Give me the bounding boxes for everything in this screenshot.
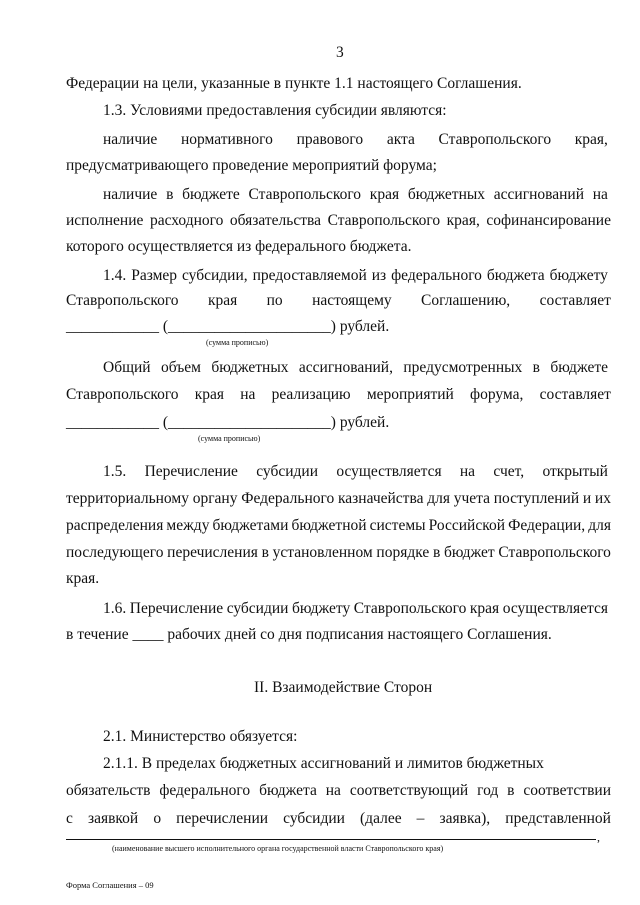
footnote-caption: (наименование высшего исполнительного органа государственной власти Ставропольского края) [112,844,444,853]
paragraph-line: наличие в бюджете Ставропольского края бюджетных ассигнований на [103,186,608,203]
paragraph-line: территориальному органу Федерального казначейства для учета поступлений и их [66,490,611,507]
paragraph-line: которого осуществляется из федерального бюджета. [66,238,412,255]
page-number: 3 [336,44,344,61]
paragraph-line: ____________ (_____________________) рублей. [66,414,390,431]
paragraph-line: края. [66,570,100,587]
caption-sum-in-words: (сумма прописью) [206,338,269,347]
paragraph-line: Федерации на цели, указанные в пункте 1.1 настоящего Соглашения. [66,75,522,92]
paragraph-line: последующего перечисления в установленном порядке в бюджет Ставропольского [66,544,611,561]
trailing-comma: , [597,830,600,844]
caption-sum-in-words: (сумма прописью) [198,434,261,443]
paragraph-line: с заявкой о перечислении субсидии (далее – заявка), представленной [66,810,611,827]
paragraph-line: 1.5. Перечисление субсидии осуществляется на счет, открытый [103,463,608,480]
paragraph-line: ____________ (_____________________) рублей. [66,318,390,335]
paragraph-line: 2.1.1. В пределах бюджетных ассигнований и лимитов бюджетных [103,755,544,772]
paragraph-line: распределения между бюджетами бюджетной системы Российской Федерации, для [66,517,611,534]
signature-rule [66,839,596,840]
paragraph-line: 1.4. Размер субсидии, предоставляемой из федерального бюджета бюджету [103,267,608,284]
paragraph-line: исполнение расходного обязательства Ставропольского края, софинансирование [66,212,611,229]
paragraph-line: 1.6. Перечисление субсидии бюджету Ставропольского края осуществляется [103,600,608,617]
paragraph-line: Ставропольского края на реализацию мероприятий форума, составляет [66,386,611,403]
paragraph-line: обязательств федерального бюджета на соответствующий год в соответствии [66,782,611,799]
paragraph-line: 2.1. Министерство обязуется: [103,728,298,745]
paragraph-line: в течение ____ рабочих дней со дня подписания настоящего Соглашения. [66,626,552,643]
paragraph-line: наличие нормативного правового акта Ставропольского края, [103,131,608,148]
form-footer: Форма Соглашения – 09 [66,880,154,890]
paragraph-line: 1.3. Условиями предоставления субсидии являются: [103,102,447,119]
paragraph-line: II. Взаимодействие Сторон [254,679,433,696]
paragraph-line: Общий объем бюджетных ассигнований, предусмотренных в бюджете [103,359,608,376]
paragraph-line: Ставропольского края по настоящему Соглашению, составляет [66,292,611,309]
paragraph-line: предусматривающего проведение мероприятий форума; [66,157,437,174]
